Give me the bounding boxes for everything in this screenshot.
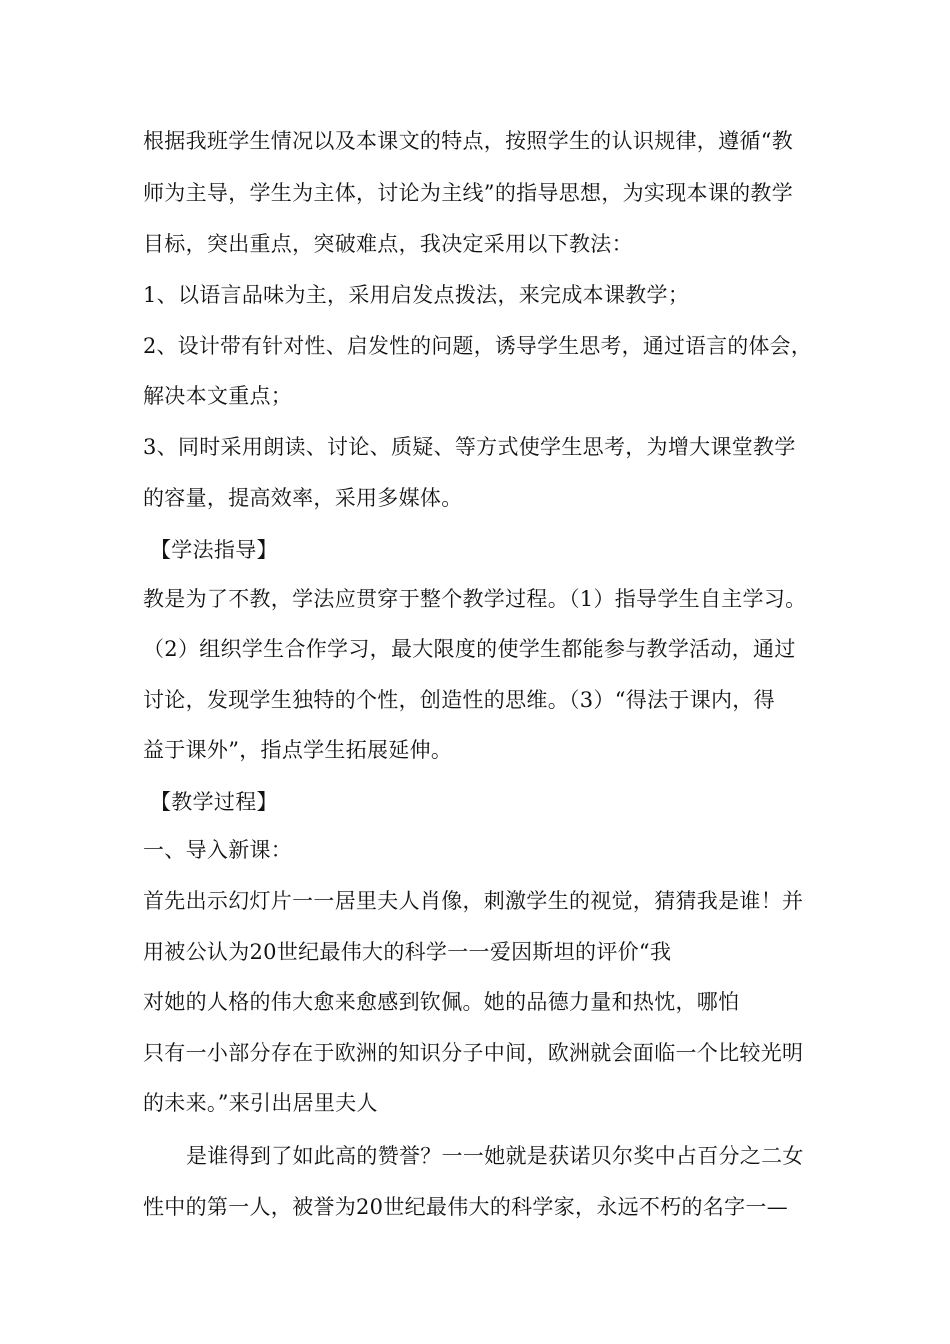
list-item-continuation: 解决本文重点； <box>143 384 293 408</box>
section-heading: 【学法指导】 <box>150 538 278 562</box>
list-item: 2、设计带有针对性、启发性的问题，诱导学生思考，通过语言的体会， <box>143 334 812 358</box>
paragraph-line: 根据我班学生情况以及本课文的特点，按照学生的认识规律，遵循“教 <box>143 129 794 153</box>
paragraph-line: 是谁得到了如此高的赞誉？一一她就是获诺贝尔奖中占百分之二女 <box>186 1144 804 1168</box>
paragraph-line: 益于课外”，指点学生拓展延伸。 <box>143 738 453 762</box>
paragraph-line: 教是为了不教，学法应贯穿于整个教学过程。（1）指导学生自主学习。 <box>143 587 807 611</box>
list-item-continuation: 的容量，提高效率，采用多媒体。 <box>143 486 463 510</box>
list-item: 1、以语言品味为主，采用启发点拨法，来完成本课教学； <box>143 283 690 307</box>
paragraph-line: 对她的人格的伟大愈来愈感到钦佩。她的品德力量和热忱，哪怕 <box>143 990 740 1014</box>
list-item: 3、同时采用朗读、讨论、质疑、等方式使学生思考，为增大课堂教学 <box>143 435 796 459</box>
paragraph-line: 用被公认为20世纪最伟大的科学一一爱因斯坦的评价“我 <box>143 940 672 964</box>
paragraph-line: 的未来。”来引出居里夫人 <box>143 1091 378 1115</box>
paragraph-line: 只有一小部分存在于欧洲的知识分子中间，欧洲就会面临一个比较光明 <box>143 1041 804 1065</box>
subsection-heading: 一、导入新课： <box>143 838 293 862</box>
paragraph-line: 师为主导，学生为主体，讨论为主线”的指导思想，为实现本课的教学 <box>143 181 794 205</box>
paragraph-line: 性中的第一人，被誉为20世纪最伟大的科学家，永远不朽的名字一— <box>143 1195 789 1219</box>
paragraph-line: 首先出示幻灯片一一居里夫人肖像，刺激学生的视觉，猜猜我是谁！并 <box>143 889 804 913</box>
paragraph-line: 讨论，发现学生独特的个性，创造性的思维。（3）“得法于课内，得 <box>143 688 775 712</box>
paragraph-line: 目标，突出重点，突破难点，我决定采用以下教法： <box>143 232 633 256</box>
paragraph-line: （2）组织学生合作学习，最大限度的使学生都能参与教学活动，通过 <box>143 637 796 661</box>
section-heading: 【教学过程】 <box>150 790 278 814</box>
